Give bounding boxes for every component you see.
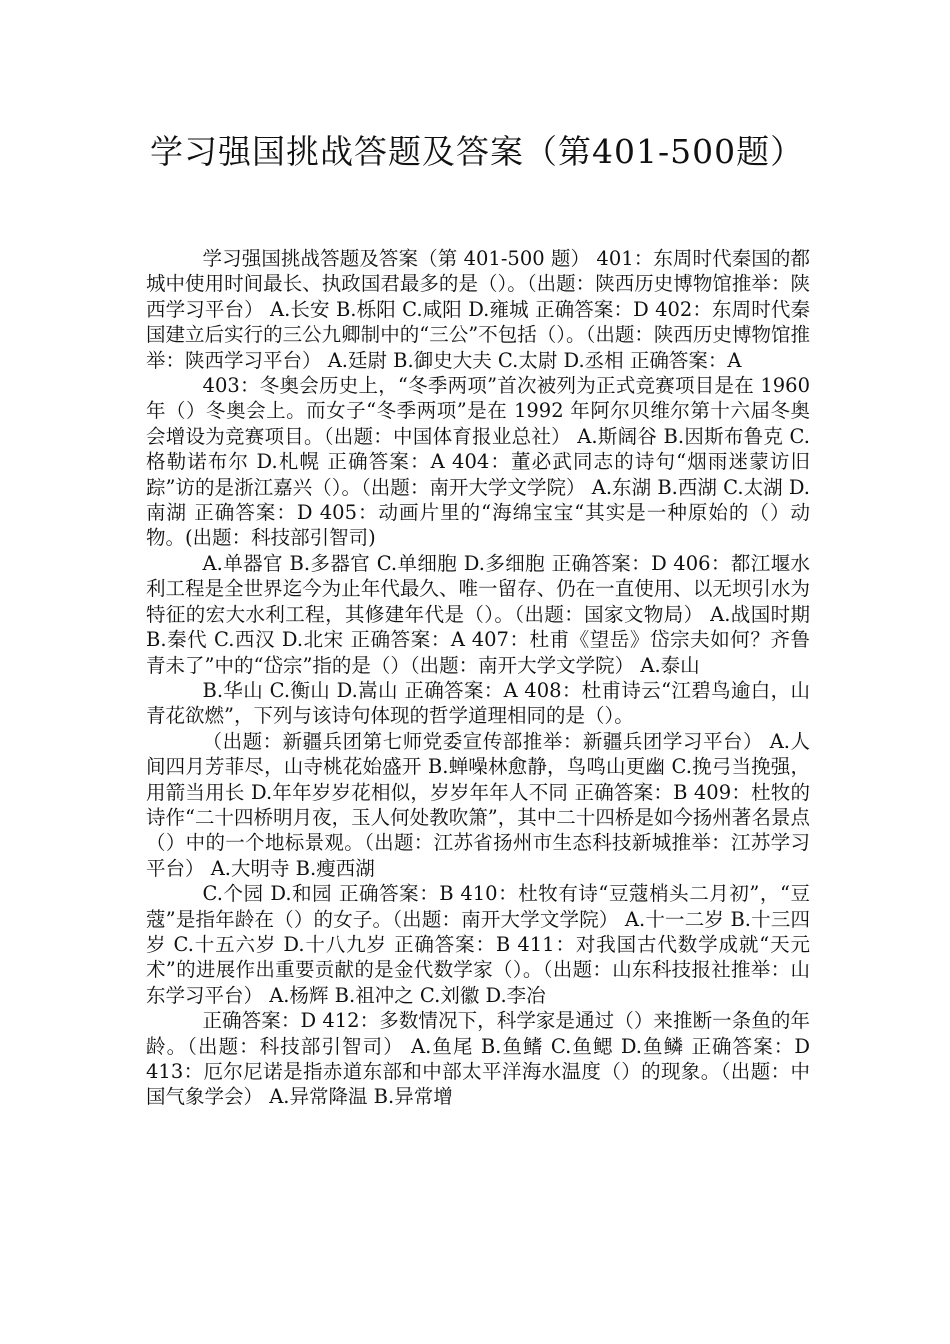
paragraph: 403：冬奥会历史上，“冬季两项”首次被列为正式竞赛项目是在 1960 年（）冬奥会上。而女子“冬季两项”是在 1992 年阿尔贝维尔第十六届冬奥会增设为竞赛项目。（出题：中国体育报业总社） A.斯阔谷 B.因斯布鲁克 C.格勒诺布尔 D.札幌 正确答案：A 404：董必武同志的诗句“烟雨迷蒙访旧踪”访的是浙江嘉兴（）。（出题：南开大学文学院） A.东湖 B.西湖 C.太湖 D.南湖 正确答案：D 405：动画片里的“海绵宝宝“其实是一种原始的（）动物。(出题：科技部引智司) bbox=[146, 374, 810, 550]
document-body bbox=[146, 246, 810, 1110]
paragraph: 正确答案：D 412：多数情况下，科学家是通过（）来推断一条鱼的年龄。（出题：科技部引智司） A.鱼尾 B.鱼鳍 C.鱼鳃 D.鱼鳞 正确答案：D 413：厄尔尼诺是指赤道东部和中部太平洋海水温度（）的现象。（出题：中国气象学会） A.异常降温 B.异常增 bbox=[146, 1009, 810, 1109]
paragraph: （出题：新疆兵团第七师党委宣传部推举：新疆兵团学习平台） A.人间四月芳菲尽，山寺桃花始盛开 B.蝉噪林愈静，鸟鸣山更幽 C.挽弓当挽强，用箭当用长 D.年年岁岁花相似，岁岁年年人不同 正确答案：B 409：杜牧的诗作“二十四桥明月夜，玉人何处教吹箫”，其中二十四桥是如今扬州著名景点（）中的一个地标景观。（出题：江苏省扬州市生态科技新城推举：江苏学习平台） A.大明寺 B.瘦西湖 bbox=[146, 729, 810, 880]
paragraph: 学习强国挑战答题及答案（第 401-500 题） 401：东周时代秦国的都城中使用时间最长、执政国君最多的是（）。（出题：陕西历史博物馆推举：陕西学习平台） A.长安 B.栎阳 C.咸阳 D.雍城 正确答案：D 402：东周时代秦国建立后实行的三公九卿制中的“三公”不包括（）。（出题：陕西历史博物馆推举：陕西学习平台） A.廷尉 B.御史大夫 C.太尉 D.丞相 正确答案：A bbox=[146, 247, 810, 372]
paragraph: A.单器官 B.多器官 C.单细胞 D.多细胞 正确答案：D 406：都江堰水利工程是全世界迄今为止年代最久、唯一留存、仍在一直使用、以无坝引水为特征的宏大水利工程，其修建年代是（）。（出题：国家文物局） A.战国时期 B.秦代 C.西汉 D.北宋 正确答案：A 407：杜甫《望岳》岱宗夫如何？齐鲁青未了”中的“岱宗”指的是（）（出题：南开大学文学院） A.泰山 bbox=[146, 551, 810, 677]
paragraph: C.个园 D.和园 正确答案：B 410：杜牧有诗“豆蔻梢头二月初”，“豆蔻”是指年龄在（）的女子。（出题：南开大学文学院） A.十一二岁 B.十三四岁 C.十五六岁 D.十八九岁 正确答案：B 411：对我国古代数学成就“天元术”的进展作出重要贡献的是金代数学家（）。（出题：山东科技报社推举：山东学习平台） A.杨辉 B.祖冲之 C.刘徽 D.李冶 bbox=[146, 882, 810, 1007]
document-title: 学习强国挑战答题及答案（第401-500题） bbox=[150, 132, 805, 171]
paragraph: B.华山 C.衡山 D.嵩山 正确答案：A 408：杜甫诗云“江碧鸟逾白，山青花欲燃”，下列与该诗句体现的哲学道理相同的是（）。 bbox=[146, 678, 810, 728]
